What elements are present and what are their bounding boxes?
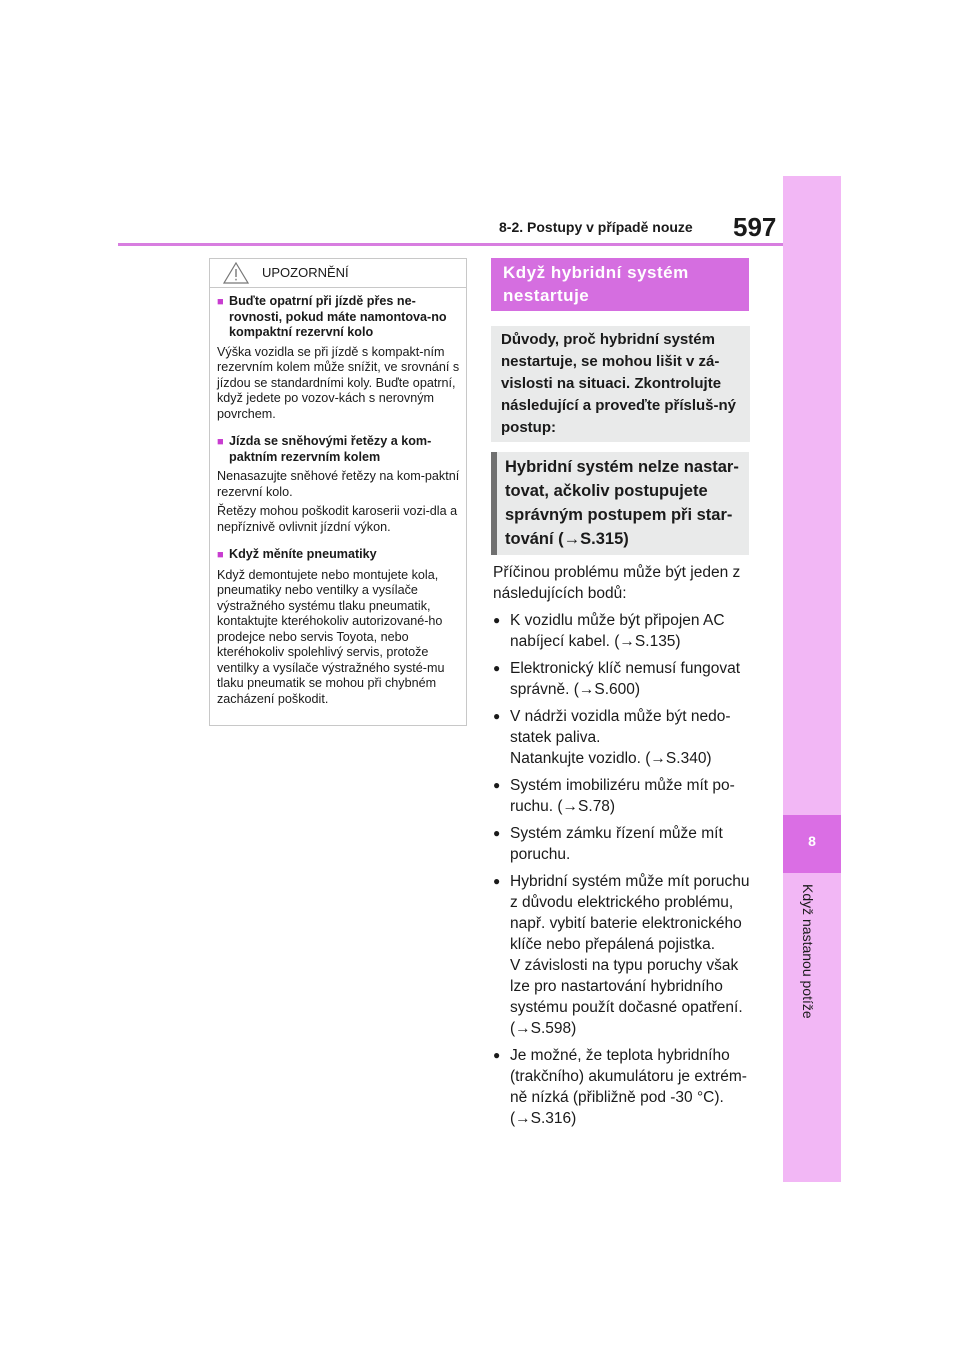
warning-item-heading: ■ Jízda se sněhovými řetězy a kom-paktním rezervním kolem [217,434,432,464]
warning-item-text: Když demontujete nebo montujete kola, pneumatiky nebo ventilky a vysílače výstražného systému tlaku pneumatik, kontaktujte kteréhokoliv autorizované-ho prodejce nebo servis Toyota, nebo kteréhokoliv spolehlivý servis, protože ventilky a vysílače výstražného systé-mu tlaku pneumatik se mohou při chybném zacházení poškodit. [217,567,445,706]
chapter-number: 8 [808,833,816,849]
chapter-title: Když nastanou potíže [800,884,816,1019]
bullet-dot-icon: ● [493,1048,501,1062]
warning-header [210,259,466,288]
list-item-text: Hybridní systém může mít poruchu z důvodu elektrického problému, např. vybití baterie elektronického klíče nebo přepálená pojistka. V závislosti na typu poruchy však lze pro nastartování hybridního systému použít dočasné opatření. (→S.598) [510,873,750,1037]
warning-body [217,294,463,707]
bullet-list [493,610,761,1129]
list-item-text: V nádrži vozidla může být nedo-statek paliva. Natankujte vozidlo. (→S.340) [510,708,731,767]
warning-item-heading: ■ Když měníte pneumatiky [217,547,463,564]
warning-item-text: Řetězy mohou poškodit karoserii vozi-dla a nepříznivě ovlivnit jízdní výkon. [217,504,458,534]
warning-item-heading: ■ Buďte opatrní při jízdě přes ne-rovnosti, pokud máte namontova-no kompaktní rezervní kolo [217,294,447,339]
bullet-dot-icon: ● [493,709,501,723]
warning-item-text: Výška vozidla se při jízdě s kompakt-ním rezervním kolem může snížit, ve srovnání s jízdou se standardními koly. Buďte opatrní, když jedete po vozov-kách s nerovným povrchem. [217,344,460,421]
running-header-section: 8-2. Postupy v případě nouze [499,219,693,235]
bullet-dot-icon: ● [493,826,501,840]
page-number: 597 [733,212,777,242]
lead-text: Příčinou problému může být jeden z následujících bodů: [493,564,741,602]
list-item [493,823,761,865]
square-bullet-icon: ■ [217,549,224,561]
warning-title: UPOZORNĚNÍ [262,265,349,280]
list-item [493,706,761,769]
chapter-side-tab [783,176,841,1182]
header-rule [118,243,783,246]
list-item [493,658,761,700]
list-item-text: Elektronický klíč nemusí fungovat správně. (→S.600) [510,660,741,698]
square-bullet-icon: ■ [217,296,224,308]
bullet-dot-icon: ● [493,661,501,675]
warning-triangle-icon [223,262,249,284]
bullet-dot-icon: ● [493,778,501,792]
list-item-text: Systém imobilizéru může mít po-ruchu. (→S.78) [510,777,735,815]
list-item-text: K vozidlu může být připojen AC nabíjecí kabel. (→S.135) [510,612,725,650]
list-item-text: Systém zámku řízení může mít poruchu. [510,825,723,863]
section-intro: Důvody, proč hybridní systém nestartuje, se mohou lišit v zá-vislosti na situaci. Zkontrolujte následující a proveďte přísluš-ný postup: [491,326,750,442]
list-item-text: Je možné, že teplota hybridního (trakčního) akumulátoru je extrém-ně nízká (přibližně pod -30 °C). (→S.316) [510,1047,747,1127]
list-item [493,871,761,1039]
subsection-heading: Hybridní systém nelze nastar-tovat, ačkoliv postupujete správným postupem při star-tování (→S.315) [491,452,749,555]
list-item [493,1045,761,1129]
bullet-dot-icon: ● [493,613,501,627]
section-title: Když hybridní systém nestartuje [491,258,749,311]
section-content [493,562,761,1129]
warning-item-text: Nenasazujte sněhové řetězy na kom-paktní rezervní kolo. [217,469,460,499]
square-bullet-icon: ■ [217,436,224,448]
bullet-dot-icon: ● [493,874,501,888]
list-item [493,775,761,817]
list-item [493,610,761,652]
warning-box [209,258,467,726]
